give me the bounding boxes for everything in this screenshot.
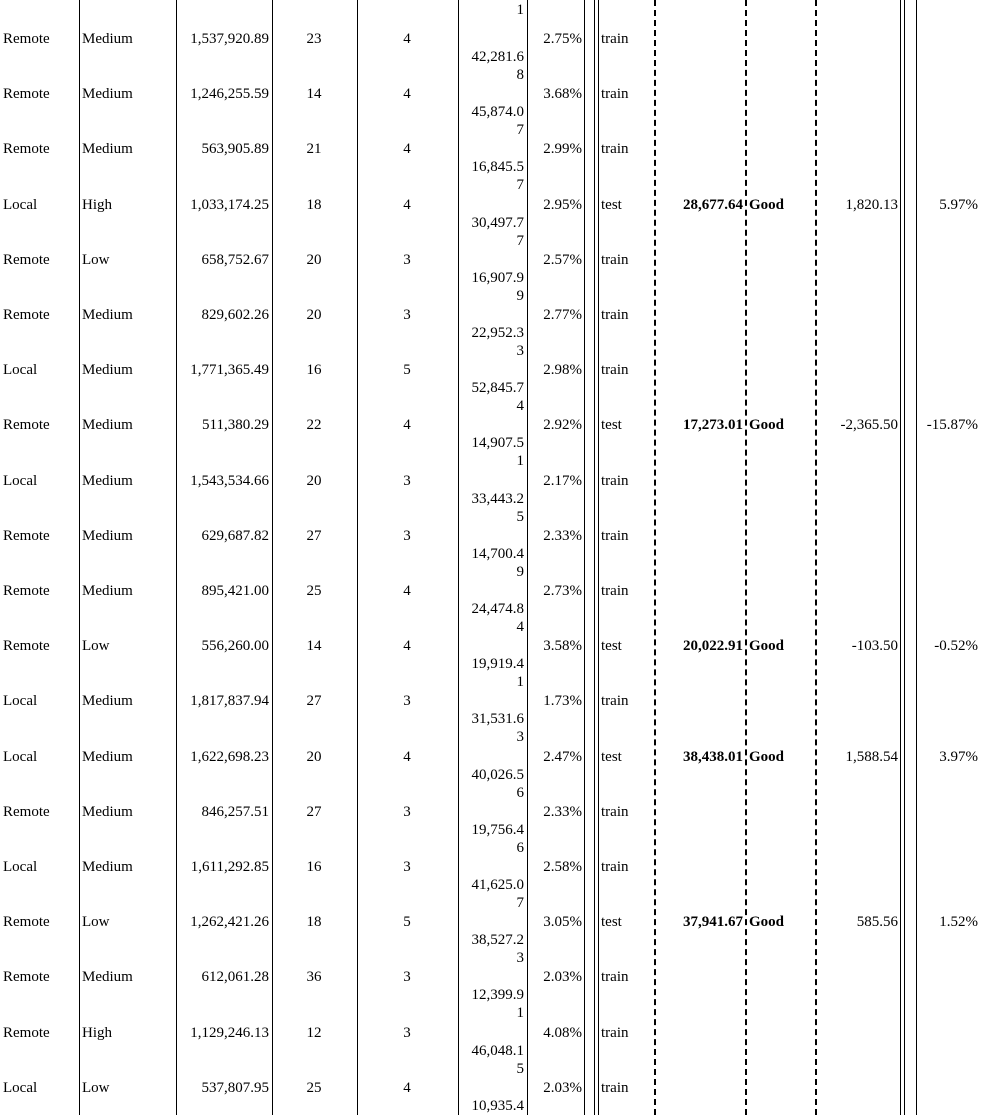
cell-rating: 4: [403, 417, 411, 434]
cell-value-wrap: 3: [516, 343, 524, 359]
column-divider: [904, 0, 905, 1115]
cell-value-wrap: 4: [516, 398, 524, 415]
column-divider-dashed: [745, 0, 747, 1115]
cell-amount: 846,257.51: [201, 803, 269, 820]
cell-amount: 658,752.67: [201, 251, 269, 268]
column-divider-dashed: [815, 0, 817, 1115]
cell-location: Local: [3, 1079, 38, 1096]
cell-location: Local: [3, 693, 38, 710]
cell-level: High: [82, 196, 112, 213]
cell-split: train: [601, 693, 629, 710]
cell-location: Local: [3, 362, 38, 379]
cell-split: test: [601, 417, 622, 434]
cell-rating: 5: [403, 914, 411, 931]
cell-value-wrap: 8: [516, 67, 524, 83]
cell-count: 14: [306, 86, 322, 103]
cell-amount: 1,771,365.49: [190, 362, 269, 379]
cell-count: 27: [306, 803, 322, 820]
cell-value: 14,700.4: [471, 545, 524, 562]
cell-score: 37,941.67: [683, 914, 743, 931]
cell-location: Remote: [3, 583, 50, 599]
cell-percent: 2.17%: [543, 472, 582, 489]
cell-count: 16: [306, 859, 322, 875]
cell-delta-percent: -0.52%: [934, 638, 978, 655]
cell-count: 20: [306, 748, 322, 765]
cell-amount: 556,260.00: [201, 638, 269, 655]
cell-split: test: [601, 638, 622, 655]
cell-location: Remote: [3, 969, 50, 986]
column-divider: [79, 0, 80, 1115]
cell-split: train: [601, 307, 629, 323]
cell-amount: 629,687.82: [201, 527, 269, 544]
cell-delta-percent: 5.97%: [939, 196, 978, 213]
cell-split: train: [601, 1079, 629, 1096]
cell-location: Remote: [3, 527, 50, 544]
cell-level: Medium: [82, 583, 133, 599]
cell-value: 19,756.4: [471, 821, 524, 838]
cell-split: train: [601, 527, 629, 544]
cell-count: 20: [306, 307, 322, 323]
cell-level: Low: [82, 251, 110, 268]
cell-level: Medium: [82, 417, 133, 434]
cell-value-wrap: 5: [516, 1060, 524, 1077]
cell-delta-percent: 3.97%: [939, 748, 978, 765]
cell-rating: 4: [403, 748, 411, 765]
cell-level: High: [82, 1024, 112, 1041]
cell-percent: 2.99%: [543, 141, 582, 158]
cell-rating: 3: [403, 969, 411, 986]
cell-location: Remote: [3, 251, 50, 268]
cell-count: 20: [306, 472, 322, 489]
cell-percent: 3.58%: [543, 638, 582, 655]
cell-value-wrap: 1: [516, 453, 524, 470]
column-divider: [527, 0, 528, 1115]
cell-value: 46,048.1: [471, 1042, 524, 1059]
cell-split: train: [601, 859, 629, 875]
cell-value: 52,845.7: [471, 380, 524, 397]
cell-level: Medium: [82, 141, 133, 158]
cell-split: train: [601, 1024, 629, 1041]
cell-location: Local: [3, 196, 38, 213]
cell-value-wrap: 9: [516, 287, 524, 304]
cell-score: 38,438.01: [683, 748, 743, 765]
cell-amount: 1,622,698.23: [190, 748, 269, 765]
cell-percent: 2.33%: [543, 527, 582, 544]
cell-rating: 3: [403, 251, 411, 268]
cell-delta: -103.50: [851, 638, 898, 655]
cell-split: train: [601, 583, 629, 599]
cell-split: test: [601, 914, 622, 931]
cell-amount: 1,611,292.85: [190, 859, 269, 875]
cell-percent: 2.73%: [543, 583, 582, 599]
cell-delta: 1,588.54: [845, 748, 898, 765]
cell-percent: 3.68%: [543, 86, 582, 103]
cell-level: Medium: [82, 527, 133, 544]
cell-value-wrap: 7: [516, 232, 524, 249]
cell-grade: Good: [749, 417, 785, 434]
cell-amount: 829,602.26: [201, 307, 269, 323]
cell-value-wrap: 9: [516, 563, 524, 580]
cell-location: Remote: [3, 914, 50, 931]
cell-value-wrap: 7: [516, 122, 524, 139]
cell-location: Remote: [3, 803, 50, 820]
column-divider: [357, 0, 358, 1115]
cell-level: Low: [82, 638, 110, 655]
cell-value-wrap: 7: [516, 177, 524, 194]
cell-value-wrap: 1: [516, 1005, 524, 1022]
cell-percent: 4.08%: [543, 1024, 582, 1041]
column-divider: [900, 0, 901, 1115]
cell-value-wrap: 6: [516, 784, 524, 801]
cell-split: test: [601, 196, 622, 213]
cell-count: 27: [306, 693, 322, 710]
cell-level: Medium: [82, 803, 133, 820]
cell-value-wrap: 6: [516, 839, 524, 856]
cell-split: test: [601, 748, 622, 765]
cell-count: 21: [306, 141, 322, 158]
cell-rating: 3: [403, 527, 411, 544]
cell-split: train: [601, 86, 629, 103]
cell-value: 45,874.0: [471, 104, 524, 121]
cell-percent: 2.47%: [543, 748, 582, 765]
cell-amount: 1,262,421.26: [190, 914, 269, 931]
cell-rating: 4: [403, 31, 411, 47]
cell-rating: 4: [403, 583, 411, 599]
cell-grade: Good: [749, 638, 785, 655]
cell-location: Local: [3, 472, 38, 489]
cell-value: 38,527.2: [471, 932, 524, 949]
cell-percent: 2.75%: [543, 31, 582, 47]
cell-delta-percent: -15.87%: [926, 417, 978, 434]
cell-percent: 2.03%: [543, 969, 582, 986]
cell-location: Remote: [3, 1024, 50, 1041]
column-divider: [272, 0, 273, 1115]
cell-level: Medium: [82, 31, 133, 47]
cell-level: Low: [82, 1079, 110, 1096]
cell-value: 16,907.9: [471, 269, 524, 286]
cell-amount: 895,421.00: [201, 583, 269, 599]
cell-split: train: [601, 251, 629, 268]
column-divider: [584, 0, 585, 1115]
cell-count: 25: [306, 1079, 322, 1096]
cell-rating: 3: [403, 693, 411, 710]
cell-percent: 2.03%: [543, 1079, 582, 1096]
cell-amount: 1,817,837.94: [190, 693, 269, 710]
value-fragment: 1: [516, 2, 524, 18]
cell-value: 24,474.8: [471, 601, 524, 617]
cell-value-wrap: 3: [516, 950, 524, 967]
column-divider: [176, 0, 177, 1115]
cell-percent: 2.57%: [543, 251, 582, 268]
cell-amount: 563,905.89: [201, 141, 269, 158]
cell-count: 18: [306, 914, 322, 931]
cell-split: train: [601, 969, 629, 986]
cell-level: Medium: [82, 748, 133, 765]
column-divider: [598, 0, 599, 1115]
cell-location: Local: [3, 859, 38, 875]
cell-value-wrap: 7: [516, 895, 524, 911]
cell-rating: 3: [403, 1024, 411, 1041]
cell-value: 41,625.0: [471, 877, 524, 893]
cell-value: 33,443.2: [471, 490, 524, 507]
cell-count: 23: [306, 31, 322, 47]
cell-value: 10,935.4: [471, 1097, 524, 1114]
cell-location: Remote: [3, 141, 50, 158]
cell-value: 19,919.4: [471, 656, 524, 673]
cell-level: Medium: [82, 859, 133, 875]
column-divider: [594, 0, 595, 1115]
cell-count: 16: [306, 362, 322, 379]
cell-delta: 585.56: [856, 914, 898, 931]
cell-amount: 1,129,246.13: [190, 1024, 269, 1041]
cell-split: train: [601, 31, 629, 47]
cell-value: 40,026.5: [471, 766, 524, 783]
column-divider: [458, 0, 459, 1115]
cell-count: 25: [306, 583, 322, 599]
cell-amount: 511,380.29: [202, 417, 269, 434]
cell-value: 16,845.5: [471, 159, 524, 176]
column-divider-dashed: [654, 0, 656, 1115]
cell-amount: 1,537,920.89: [190, 31, 269, 47]
cell-rating: 4: [403, 86, 411, 103]
cell-location: Remote: [3, 417, 50, 434]
column-divider: [916, 0, 917, 1115]
cell-grade: Good: [749, 748, 785, 765]
cell-value: 31,531.6: [471, 711, 524, 728]
cell-location: Remote: [3, 31, 50, 47]
cell-level: Medium: [82, 472, 133, 489]
cell-amount: 1,246,255.59: [190, 86, 269, 103]
cell-amount: 1,543,534.66: [190, 472, 269, 489]
cell-location: Remote: [3, 307, 50, 323]
cell-location: Local: [3, 748, 38, 765]
cell-value-wrap: 1: [516, 674, 524, 691]
cell-percent: 2.95%: [543, 196, 582, 213]
cell-count: 14: [306, 638, 322, 655]
cell-delta-percent: 1.52%: [939, 914, 978, 931]
cell-value-wrap: 5: [516, 508, 524, 525]
cell-level: Low: [82, 914, 110, 931]
cell-amount: 612,061.28: [201, 969, 269, 986]
cell-value: 42,281.6: [471, 49, 524, 65]
cell-percent: 1.73%: [543, 693, 582, 710]
cell-rating: 4: [403, 196, 411, 213]
cell-count: 18: [306, 196, 322, 213]
cell-level: Medium: [82, 86, 133, 103]
cell-level: Medium: [82, 969, 133, 986]
cell-percent: 2.33%: [543, 803, 582, 820]
cell-rating: 4: [403, 141, 411, 158]
cell-grade: Good: [749, 914, 785, 931]
cell-count: 36: [306, 969, 322, 986]
cell-value: 12,399.9: [471, 987, 524, 1004]
cell-rating: 3: [403, 307, 411, 323]
cell-count: 12: [306, 1024, 322, 1041]
cell-amount: 537,807.95: [201, 1079, 269, 1096]
cell-location: Remote: [3, 638, 50, 655]
cell-percent: 2.58%: [543, 859, 582, 875]
cell-count: 27: [306, 527, 322, 544]
cell-level: Medium: [82, 362, 133, 379]
cell-value: 22,952.3: [471, 325, 524, 341]
cell-rating: 4: [403, 638, 411, 655]
cell-delta: -2,365.50: [840, 417, 898, 434]
cell-score: 28,677.64: [683, 196, 743, 213]
cell-percent: 2.98%: [543, 362, 582, 379]
cell-location: Remote: [3, 86, 50, 103]
cell-value: 30,497.7: [471, 214, 524, 231]
cell-value-wrap: 3: [516, 729, 524, 746]
cell-rating: 3: [403, 803, 411, 820]
cell-score: 20,022.91: [683, 638, 743, 655]
cell-split: train: [601, 803, 629, 820]
cell-rating: 3: [403, 472, 411, 489]
cell-delta: 1,820.13: [845, 196, 898, 213]
cell-percent: 2.77%: [543, 307, 582, 323]
cell-grade: Good: [749, 196, 785, 213]
cell-percent: 2.92%: [543, 417, 582, 434]
cell-split: train: [601, 472, 629, 489]
cell-rating: 5: [403, 362, 411, 379]
cell-value: 14,907.5: [471, 435, 524, 452]
cell-score: 17,273.01: [683, 417, 743, 434]
cell-split: train: [601, 141, 629, 158]
cell-count: 22: [306, 417, 322, 434]
cell-amount: 1,033,174.25: [190, 196, 269, 213]
cell-percent: 3.05%: [543, 914, 582, 931]
cell-level: Medium: [82, 307, 133, 323]
cell-value-wrap: 4: [516, 619, 524, 635]
cell-level: Medium: [82, 693, 133, 710]
cell-split: train: [601, 362, 629, 379]
cell-rating: 4: [403, 1079, 411, 1096]
cell-count: 20: [306, 251, 322, 268]
cell-rating: 3: [403, 859, 411, 875]
